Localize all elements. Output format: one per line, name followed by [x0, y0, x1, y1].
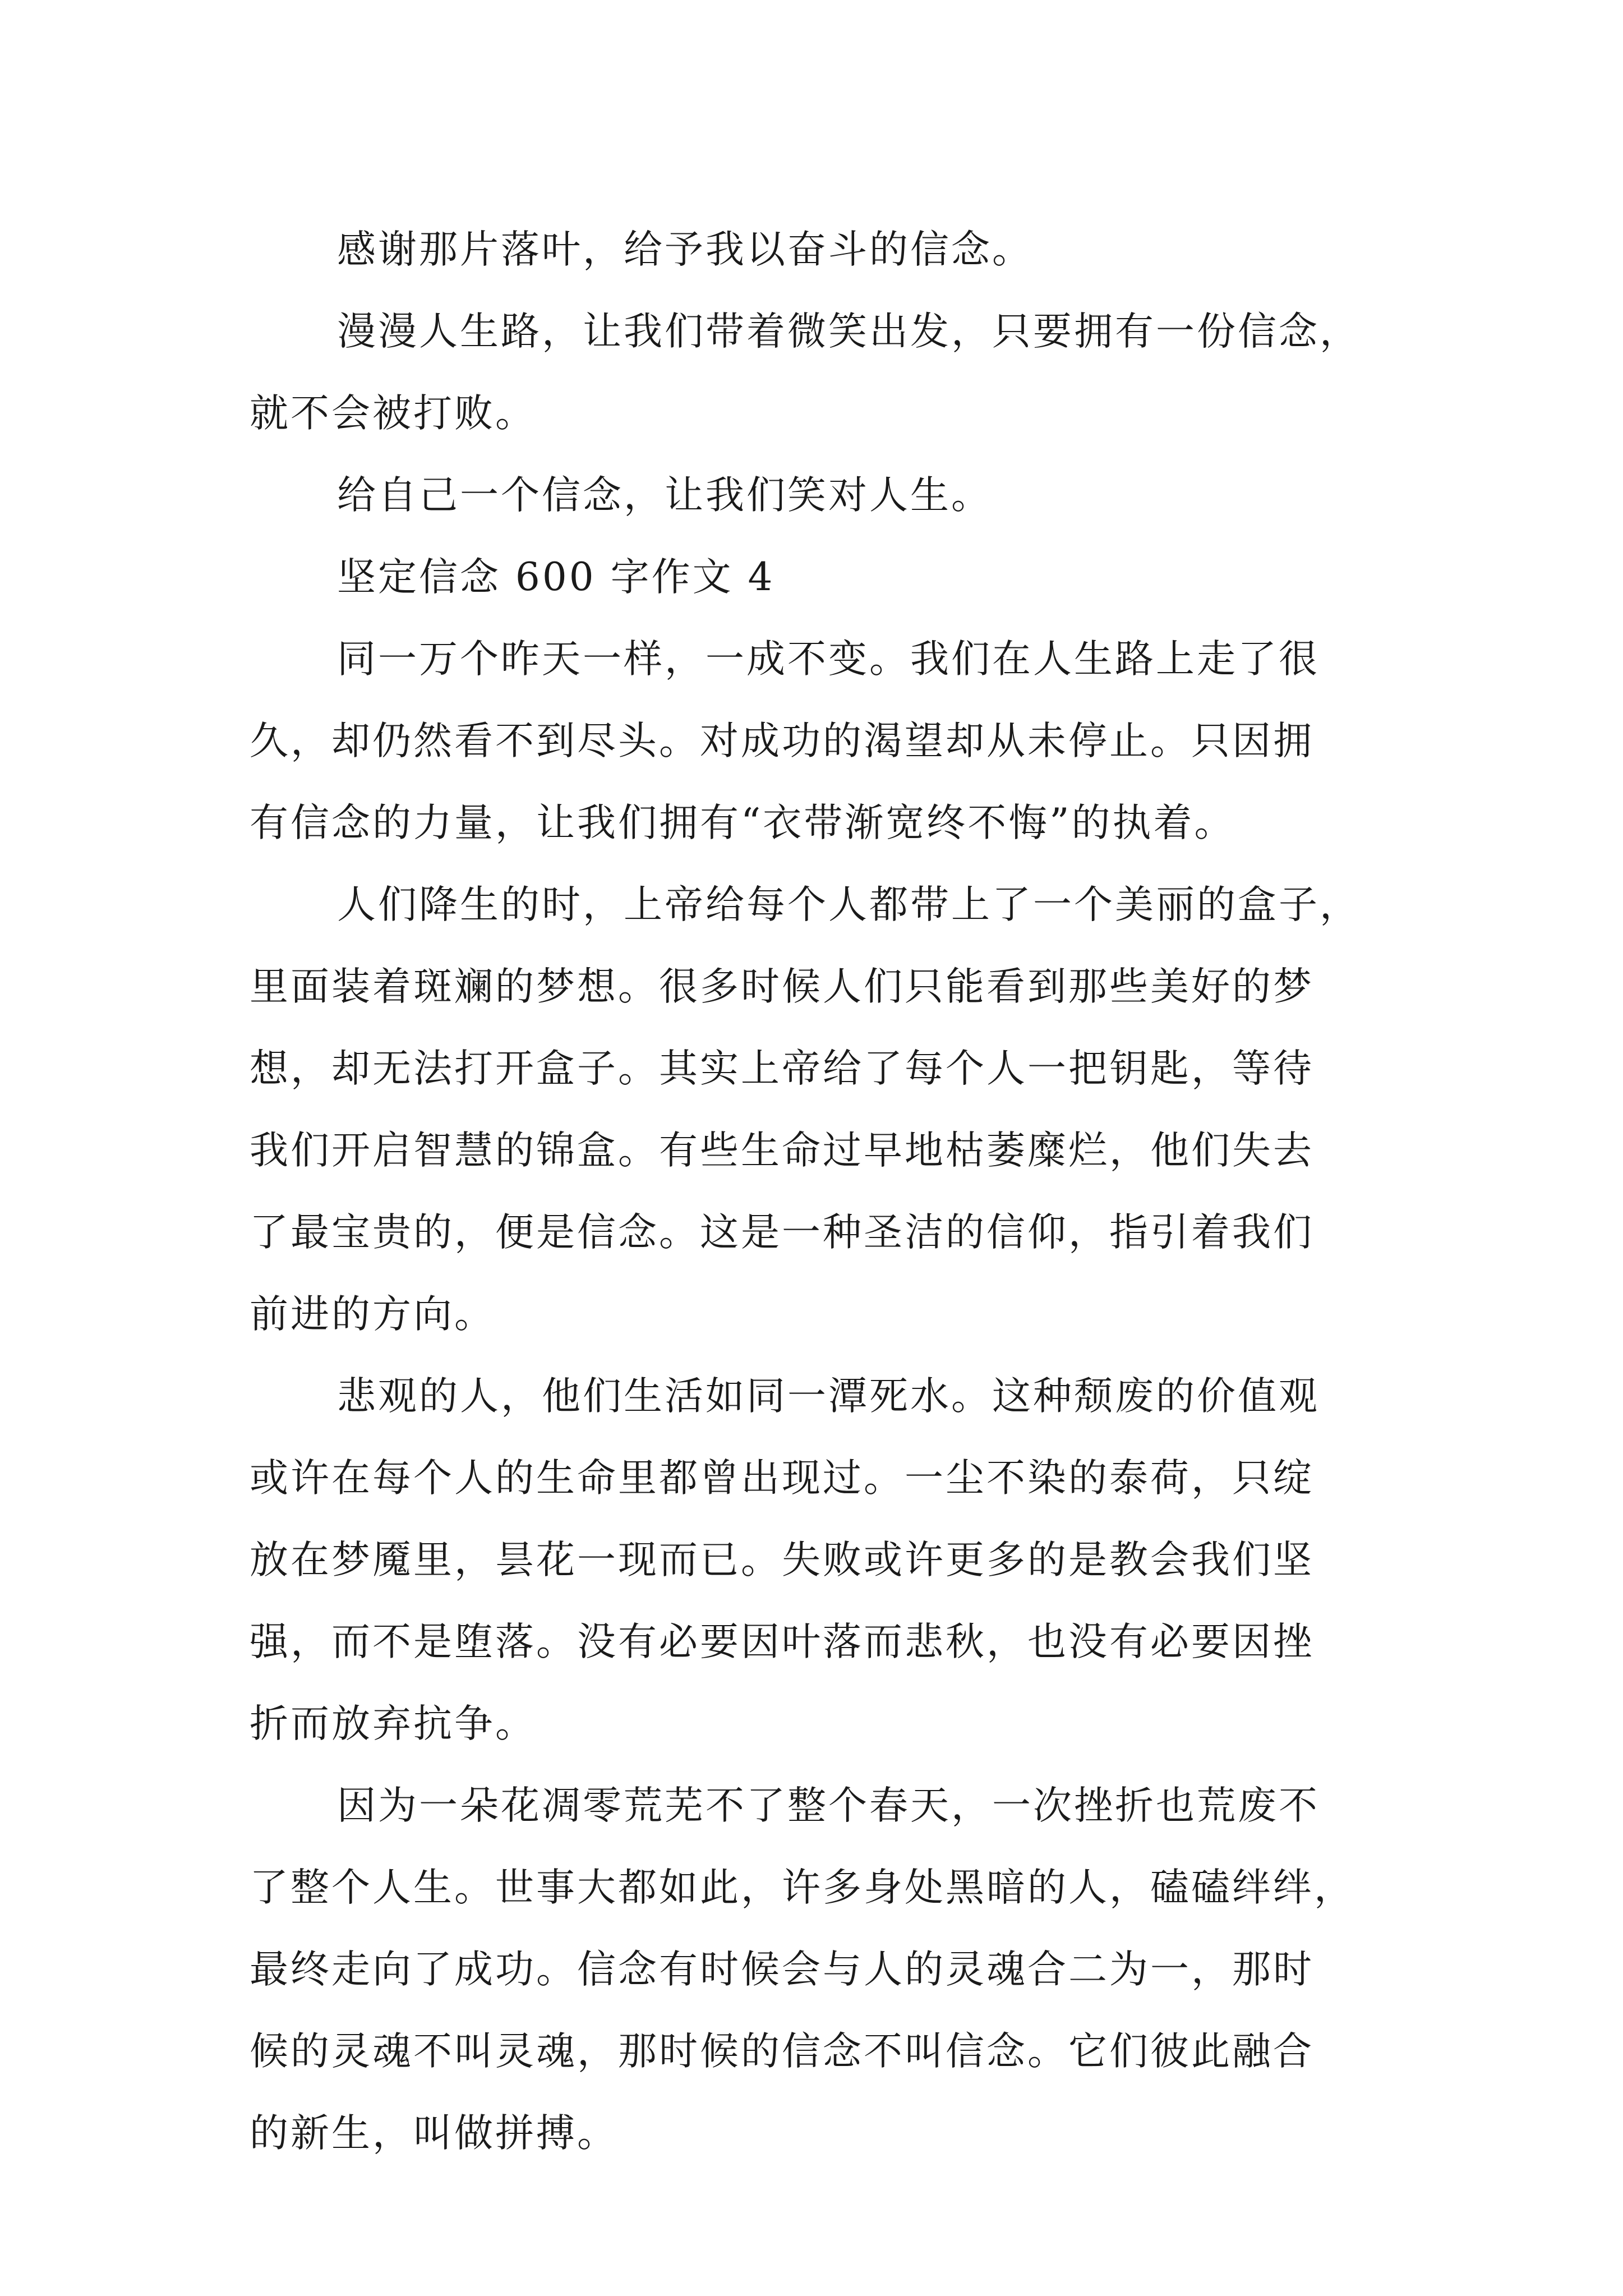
document-body: [250, 209, 1385, 2174]
paragraph: 同一万个昨天一样，一成不变。我们在人生路上走了很 久，却仍然看不到尽头。对成功的渴望却从未停止。只因拥 有信念的力量，让我们拥有“衣带渐宽终不悔”的执着。: [250, 637, 1320, 845]
paragraph: 给自己一个信念，让我们笑对人生。: [337, 473, 992, 518]
paragraph: 人们降生的时，上帝给每个人都带上了一个美丽的盒子， 里面装着斑斓的梦想。很多时候人们只能看到那些美好的梦 想，却无法打开盒子。其实上帝给了每个人一把钥匙，等待 我们开启智慧的锦盒。有些生命过早地枯萎糜烂，他们失去 了最宝贵的，便是信念。这是一种圣洁的信仰，指引着我们 前进的方向。: [250, 882, 1361, 1337]
paragraph: 感谢那片落叶，给予我以奋斗的信念。: [337, 227, 1033, 272]
paragraph: 因为一朵花凋零荒芜不了整个春天，一次挫折也荒废不 了整个人生。世事大都如此，许多身处黑暗的人，磕磕绊绊， 最终走向了成功。信念有时候会与人的灵魂合二为一，那时 候的灵魂不叫灵魂，那时候的信念不叫信念。它们彼此融合 的新生，叫做拼搏。: [250, 1783, 1355, 2156]
section-heading: 坚定信念 600 字作文 4: [337, 555, 775, 600]
paragraph: 悲观的人，他们生活如同一潭死水。这种颓废的价值观 或许在每个人的生命里都曾出现过。一尘不染的泰荷，只绽 放在梦魇里，昙花一现而已。失败或许更多的是教会我们坚 强，而不是堕落。没有必要因叶落而悲秋，也没有必要因挫 折而放弃抗争。: [250, 1374, 1320, 1746]
paragraph: 漫漫人生路，让我们带着微笑出发，只要拥有一份信念， 就不会被打败。: [250, 309, 1361, 436]
